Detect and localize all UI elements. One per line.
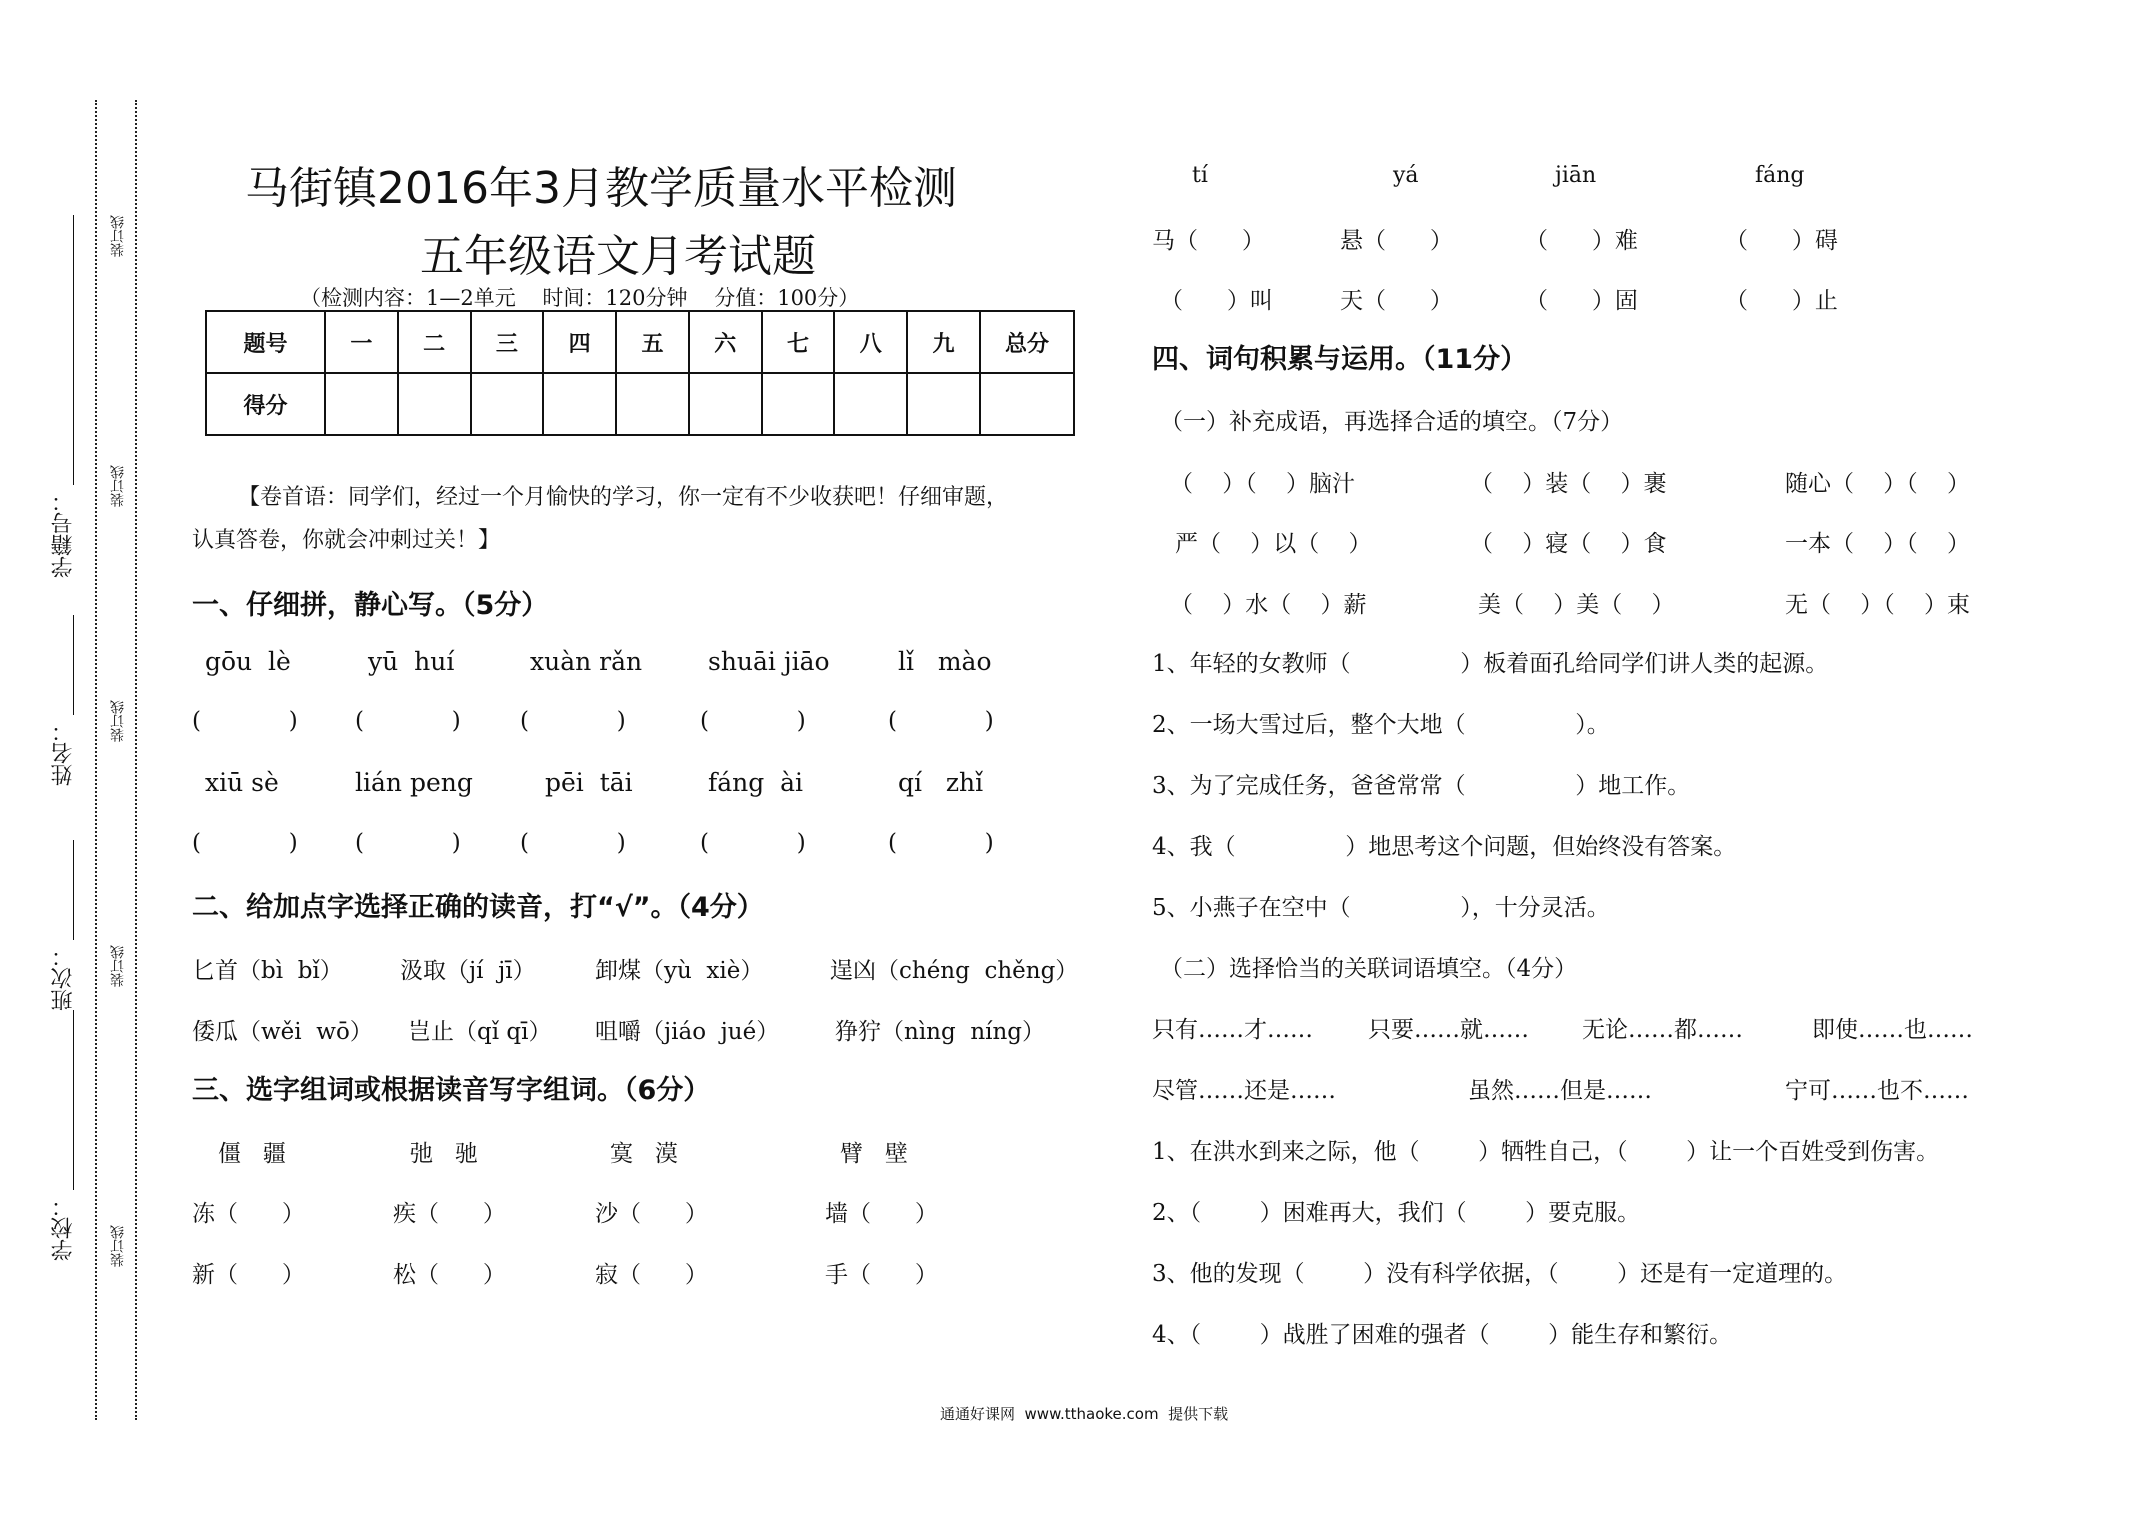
answer-blank[interactable]: ( ) bbox=[700, 830, 806, 856]
score-header-cell: 八 bbox=[834, 311, 907, 373]
intro-line: 认真答卷，你就会冲刺过关！】 bbox=[192, 528, 501, 553]
idiom-blank[interactable]: 随心（ ）（ ） bbox=[1785, 471, 1970, 497]
score-header-cell: 六 bbox=[689, 311, 762, 373]
reading-choice[interactable]: 咀嚼（jiáo jué） bbox=[595, 1019, 780, 1045]
score-table-row bbox=[206, 373, 1074, 435]
answer-blank[interactable]: ( ) bbox=[520, 830, 626, 856]
word-blank[interactable]: 寂（ ） bbox=[595, 1262, 708, 1288]
pinyin-item: xiū sè bbox=[205, 768, 279, 797]
label-student-id: 学籍号： bbox=[51, 490, 76, 578]
word-blank[interactable]: 墙（ ） bbox=[825, 1201, 938, 1227]
reading-choice[interactable]: 倭瓜（wěi wō） bbox=[192, 1019, 373, 1045]
conjunction-option: 宁可……也不…… bbox=[1785, 1078, 1969, 1104]
score-cell[interactable] bbox=[325, 373, 398, 435]
conjunction-option: 无论……都…… bbox=[1582, 1017, 1743, 1043]
footer-credit: 通通好课网 www.tthaoke.com 提供下载 bbox=[940, 1405, 1229, 1423]
word-blank[interactable]: （ ）碍 bbox=[1725, 228, 1838, 254]
pinyin-item: jiān bbox=[1555, 163, 1597, 188]
score-cell[interactable] bbox=[471, 373, 544, 435]
word-blank[interactable]: （ ）固 bbox=[1525, 288, 1638, 314]
word-blank[interactable]: 悬（ ） bbox=[1340, 228, 1453, 254]
answer-blank[interactable]: ( ) bbox=[355, 708, 461, 734]
fill-sentence[interactable]: 2、一场大雪过后，整个大地（ ）。 bbox=[1152, 712, 1610, 738]
binding-label: 装订线 bbox=[110, 465, 126, 507]
score-cell[interactable] bbox=[980, 373, 1074, 435]
answer-blank[interactable]: ( ) bbox=[192, 708, 298, 734]
word-blank[interactable]: 疾（ ） bbox=[393, 1201, 506, 1227]
label-school: 学校： bbox=[51, 1195, 76, 1261]
binding-blank bbox=[73, 1010, 74, 1190]
score-cell[interactable] bbox=[834, 373, 907, 435]
binding-label: 装订线 bbox=[110, 1225, 126, 1267]
pinyin-item: yá bbox=[1393, 163, 1419, 188]
conjunction-option: 只有……才…… bbox=[1152, 1017, 1313, 1043]
subsection-heading: （一）补充成语，再选择合适的填空。（7分） bbox=[1160, 409, 1624, 435]
idiom-blank[interactable]: 无（ ）（ ）束 bbox=[1785, 592, 1970, 618]
word-blank[interactable]: （ ）叫 bbox=[1160, 288, 1273, 314]
section-2-heading: 二、给加点字选择正确的读音，打“√”。（4分） bbox=[192, 892, 764, 923]
answer-blank[interactable]: ( ) bbox=[700, 708, 806, 734]
word-blank[interactable]: 马（ ） bbox=[1152, 228, 1265, 254]
idiom-blank[interactable]: 美（ ）美（ ） bbox=[1478, 592, 1675, 618]
score-header-cell: 五 bbox=[616, 311, 689, 373]
char-pair: 弛 驰 bbox=[410, 1141, 478, 1167]
char-pair: 寞 漠 bbox=[610, 1141, 678, 1167]
score-cell[interactable] bbox=[398, 373, 471, 435]
page-title: 马街镇2016年3月教学质量水平检测 bbox=[245, 163, 957, 214]
page-subtitle: 五年级语文月考试题 bbox=[420, 231, 816, 282]
pinyin-item: gōu lè bbox=[205, 647, 291, 676]
word-blank[interactable]: 冻（ ） bbox=[192, 1201, 305, 1227]
binding-label: 装订线 bbox=[110, 945, 126, 987]
fill-sentence[interactable]: 4、我（ ）地思考这个问题，但始终没有答案。 bbox=[1152, 834, 1737, 860]
word-blank[interactable]: 手（ ） bbox=[825, 1262, 938, 1288]
idiom-blank[interactable]: 严（ ）以（ ） bbox=[1175, 531, 1372, 557]
reading-choice[interactable]: 卸煤（yù xiè） bbox=[595, 958, 764, 984]
pinyin-item: yū huí bbox=[368, 647, 455, 676]
idiom-blank[interactable]: （ ）（ ）脑汁 bbox=[1170, 471, 1355, 497]
pinyin-item: lǐ mào bbox=[898, 647, 992, 676]
score-header-cell: 七 bbox=[762, 311, 835, 373]
pinyin-item: tí bbox=[1192, 163, 1208, 188]
binding-label: 装订线 bbox=[110, 215, 126, 257]
reading-choice[interactable]: 匕首（bì bǐ） bbox=[192, 958, 343, 984]
score-header-cell: 四 bbox=[543, 311, 616, 373]
score-header-cell: 三 bbox=[471, 311, 544, 373]
pinyin-item: fáng ài bbox=[708, 768, 804, 797]
score-cell[interactable] bbox=[689, 373, 762, 435]
idiom-blank[interactable]: （ ）装（ ）裹 bbox=[1470, 471, 1667, 497]
pinyin-item: pēi tāi bbox=[545, 768, 633, 797]
pinyin-item: qí zhǐ bbox=[898, 768, 984, 797]
score-header-cell: 二 bbox=[398, 311, 471, 373]
score-cell[interactable] bbox=[762, 373, 835, 435]
pinyin-item: xuàn rǎn bbox=[530, 647, 643, 676]
intro-line: 【卷首语：同学们，经过一个月愉快的学习，你一定有不少收获吧！仔细审题， bbox=[238, 485, 1009, 510]
conjunction-option: 虽然……但是…… bbox=[1468, 1078, 1652, 1104]
word-blank[interactable]: 松（ ） bbox=[393, 1262, 506, 1288]
char-pair: 臂 壁 bbox=[840, 1141, 908, 1167]
score-header-cell: 题号 bbox=[206, 311, 325, 373]
label-class: 班次： bbox=[51, 945, 76, 1011]
exam-info: （检测内容：1—2单元 时间：120分钟 分值：100分） bbox=[300, 286, 860, 310]
word-blank[interactable]: 沙（ ） bbox=[595, 1201, 708, 1227]
score-header-cell: 九 bbox=[907, 311, 980, 373]
binding-dotted-line bbox=[135, 100, 137, 1420]
section-3-heading: 三、选字组词或根据读音写字组词。（6分） bbox=[192, 1075, 711, 1106]
reading-choice[interactable]: 岂止（qǐ qī） bbox=[408, 1019, 552, 1045]
idiom-blank[interactable]: （ ）水（ ）薪 bbox=[1170, 592, 1367, 618]
conjunction-sentence[interactable]: 3、他的发现（ ）没有科学依据，（ ）还是有一定道理的。 bbox=[1152, 1261, 1848, 1287]
score-cell[interactable] bbox=[907, 373, 980, 435]
fill-sentence[interactable]: 5、小燕子在空中（ ），十分灵活。 bbox=[1152, 895, 1610, 921]
pinyin-item: lián peng bbox=[355, 768, 473, 797]
conjunction-sentence[interactable]: 4、（ ）战胜了困难的强者（ ）能生存和繁衍。 bbox=[1152, 1322, 1733, 1348]
section-4-heading: 四、词句积累与运用。（11分） bbox=[1152, 344, 1528, 375]
reading-choice[interactable]: 逞凶（chéng chěng） bbox=[830, 958, 1079, 984]
binding-blank bbox=[73, 215, 74, 485]
conjunction-option: 即使……也…… bbox=[1812, 1017, 1973, 1043]
pinyin-item: fáng bbox=[1755, 163, 1805, 188]
score-cell[interactable] bbox=[616, 373, 689, 435]
score-table-header-row bbox=[206, 311, 1074, 373]
binding-blank bbox=[73, 615, 74, 715]
word-blank[interactable]: （ ）止 bbox=[1725, 288, 1838, 314]
idiom-blank[interactable]: （ ）寝（ ）食 bbox=[1470, 531, 1667, 557]
score-header-cell: 总分 bbox=[980, 311, 1074, 373]
word-blank[interactable]: 天（ ） bbox=[1340, 288, 1453, 314]
score-table bbox=[205, 310, 1075, 436]
answer-blank[interactable]: ( ) bbox=[520, 708, 626, 734]
pinyin-item: shuāi jiāo bbox=[708, 647, 830, 676]
conjunction-sentence[interactable]: 2、（ ）困难再大，我们（ ）要克服。 bbox=[1152, 1200, 1641, 1226]
label-name: 姓名： bbox=[51, 720, 76, 786]
section-1-heading: 一、仔细拼，静心写。（5分） bbox=[192, 590, 549, 621]
char-pair: 僵 疆 bbox=[218, 1141, 286, 1167]
answer-blank[interactable]: ( ) bbox=[192, 830, 298, 856]
binding-label: 装订线 bbox=[110, 700, 126, 742]
answer-blank[interactable]: ( ) bbox=[888, 830, 994, 856]
subsection-heading: （二）选择恰当的关联词语填空。（4分） bbox=[1160, 956, 1578, 982]
conjunction-sentence[interactable]: 1、在洪水到来之际，他（ ）牺牲自己，（ ）让一个百姓受到伤害。 bbox=[1152, 1139, 1940, 1165]
fill-sentence[interactable]: 3、为了完成任务，爸爸常常（ ）地工作。 bbox=[1152, 773, 1691, 799]
score-cell[interactable] bbox=[543, 373, 616, 435]
reading-choice[interactable]: 汲取（jí jī） bbox=[400, 958, 536, 984]
fill-sentence[interactable]: 1、年轻的女教师（ ）板着面孔给同学们讲人类的起源。 bbox=[1152, 651, 1829, 677]
answer-blank[interactable]: ( ) bbox=[355, 830, 461, 856]
word-blank[interactable]: 新（ ） bbox=[192, 1262, 305, 1288]
binding-blank bbox=[73, 840, 74, 940]
score-row-label: 得分 bbox=[206, 373, 325, 435]
idiom-blank[interactable]: 一本（ ）（ ） bbox=[1785, 531, 1970, 557]
answer-blank[interactable]: ( ) bbox=[888, 708, 994, 734]
conjunction-option: 尽管……还是…… bbox=[1152, 1078, 1336, 1104]
score-header-cell: 一 bbox=[325, 311, 398, 373]
word-blank[interactable]: （ ）难 bbox=[1525, 228, 1638, 254]
conjunction-option: 只要……就…… bbox=[1368, 1017, 1529, 1043]
binding-dotted-line bbox=[95, 100, 97, 1420]
reading-choice[interactable]: 狰狞（nìng níng） bbox=[835, 1019, 1046, 1045]
